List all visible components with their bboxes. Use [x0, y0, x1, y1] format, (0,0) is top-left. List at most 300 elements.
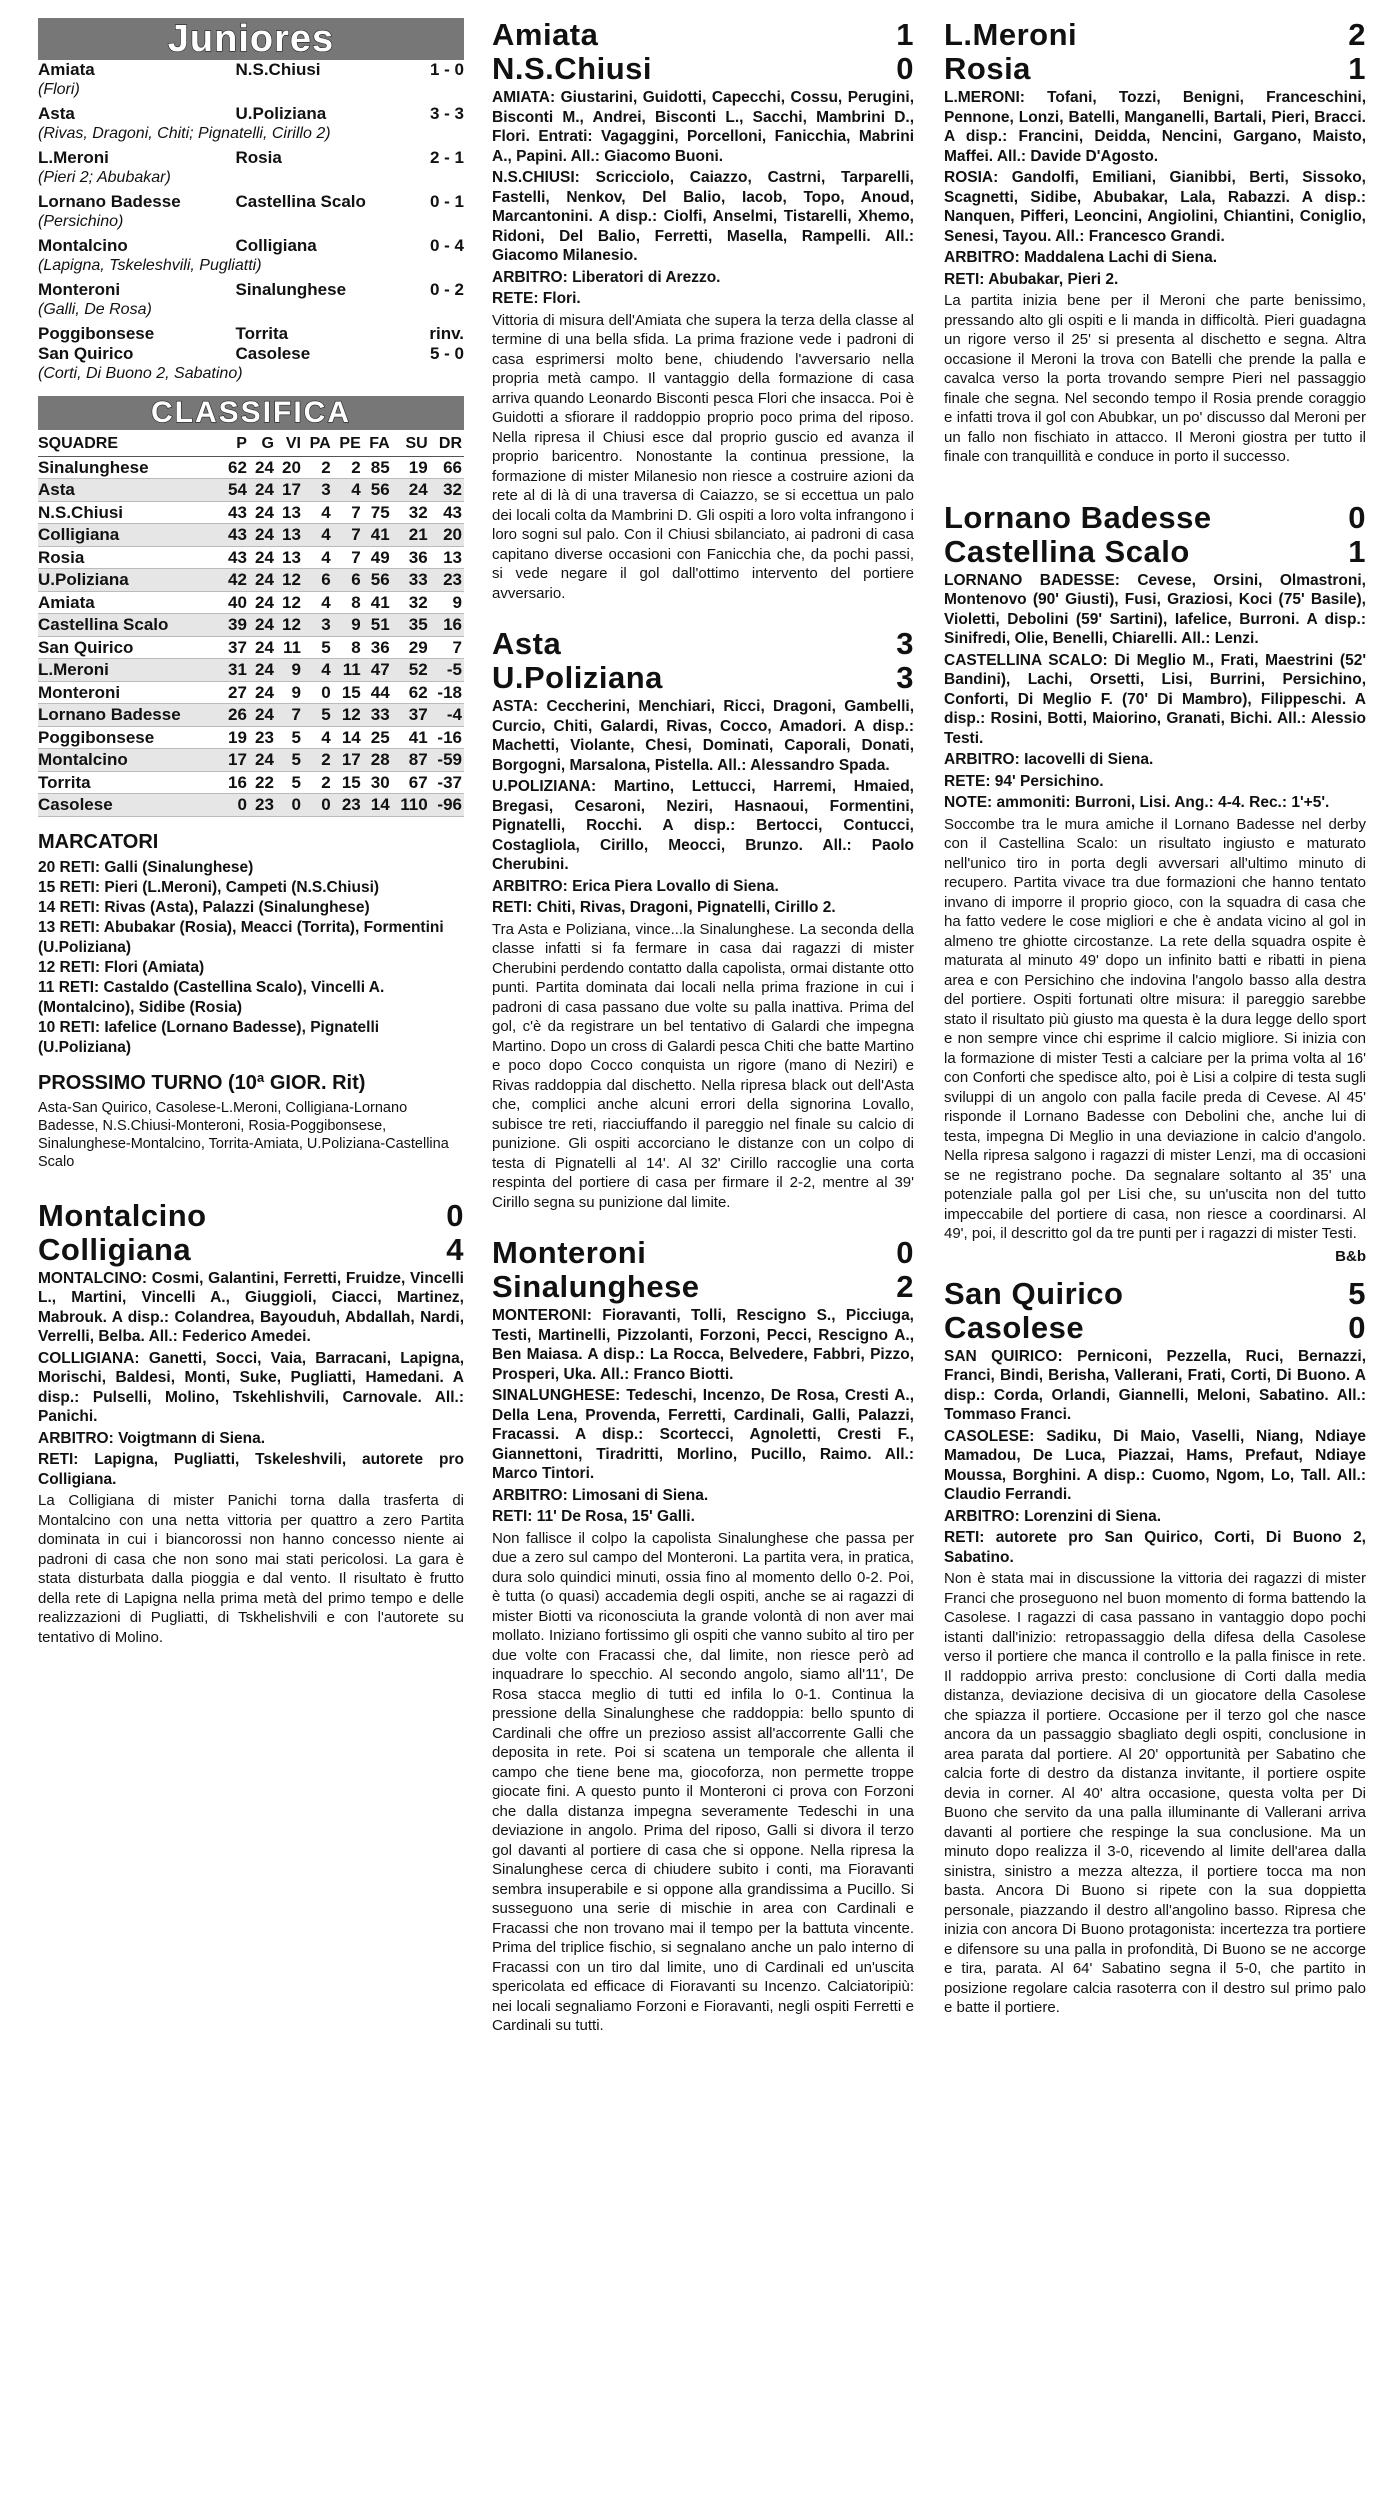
standings-col-header: PE — [333, 432, 363, 456]
match-header-home — [944, 1277, 1366, 1311]
standings-value: 62 — [222, 456, 249, 479]
standings-value: 23 — [333, 794, 363, 817]
team-name: Castellina Scalo — [944, 533, 1190, 569]
standings-value: 9 — [333, 614, 363, 637]
away-lineup — [38, 1349, 464, 1427]
standings-value: 20 — [430, 524, 464, 547]
standings-value: 2 — [303, 771, 333, 794]
standings-value: 2 — [303, 456, 333, 479]
lineup-players: Scricciolo, Caiazzo, Castrni, Tarparelli, Fastelli, Nenkov, Del Balio, Iacob, Topo, Anoud, Marcantonini. A disp.: Ciolfi, Anselmi, Tistarelli, Xhemo, Ridoni, Del Balio, Ferretti, Masella, Rampelli. All.: Giacomo Milanesio. — [492, 169, 914, 264]
team-score: 0 — [896, 51, 914, 86]
standings-team: Sinalunghese — [38, 456, 222, 479]
standings-value: 7 — [276, 704, 303, 727]
standings-team: Monteroni — [38, 681, 222, 704]
lineup-label: AMIATA: — [492, 89, 556, 106]
scorers-row — [38, 124, 464, 148]
lineup-label: CASOLESE: — [944, 1427, 1035, 1445]
team-score: 5 — [1348, 1275, 1366, 1311]
standings-value: 23 — [249, 794, 276, 817]
standings-value: 33 — [392, 569, 430, 592]
goals: RETI: Chiti, Rivas, Dragoni, Pignatelli, Cirillo 2. — [492, 899, 836, 916]
standings-value: 52 — [392, 659, 430, 682]
team-name: Montalcino — [38, 1197, 207, 1233]
lineup-label: CASTELLINA SCALO: — [944, 651, 1108, 669]
standings-team: Poggibonsese — [38, 726, 222, 749]
standings-row — [38, 749, 464, 772]
standings-value: 9 — [276, 681, 303, 704]
home-lineup — [944, 571, 1366, 649]
match-header-home — [492, 1236, 914, 1270]
standings-value: 12 — [276, 614, 303, 637]
standings-value: 6 — [303, 569, 333, 592]
team-name: N.S.Chiusi — [492, 51, 653, 86]
standings-value: 17 — [276, 479, 303, 502]
home-team: Amiata — [38, 60, 95, 79]
lineup-players: Perniconi, Pezzella, Ruci, Bernazzi, Franci, Bindi, Berisha, Vallerani, Frati, Corti, Di Buono. A disp.: Corda, Orlandi, Giannelli, Meloni, Sabatino. All.: Tommaso Franci. — [944, 1347, 1366, 1423]
standings-row — [38, 704, 464, 727]
home-team: Poggibonsese — [38, 324, 155, 343]
report-text: Soccombe tra le mura amiche il Lornano Badesse nel derby con il Castellina Scalo: un risultato ingiusto e maturato nell'unico tiro in porta degli avversari all'ultimo minuto di recupero. Partita vivace tra due formazioni che hanno tentato invano di imporre il proprio gioco, con la squadra di casa che ha fatto vedere le cose migliori e che è andata vicino al gol in almeno tre ghiotte circostanze. La rete della squadra ospite è maturata al minuto 49' dopo un infinito batti e ribatti in piena area e con Persichino che indovina l'angolo basso alla destra del portiere. Ospiti fortunati oltre misura: il pareggio sarebbe stato il risultato più giusto ma questa è la dura legge dello sport e non sempre vince chi esprime il calcio migliore. Si inizia con la formazione di mister Testi a calciare per la prima volta al 16' con Conforti che spedisce alto, poi è Lisi a colpire di testa sugli sviluppi di un angolo con palla facile preda di Cevese. Al 45' risponde il Lornano Badesse con Debolini che, anche lui di testa, impegna Di Meglio in una deviazione in calcio d'angolo. Nella ripresa salgono i ragazzi di mister Lenzi, ma di occasioni se ne registrano poche. Da segnalare soltanto al 35' una potenziale palla gol per Lisi che, su un'uscita non del tutto impeccabile del portiere di casa, non riesce a coordinarsi. Al 49', poi, il descritto gol da tre punti per i ragazzi di mister Testi. — [944, 815, 1366, 1242]
standings-value: 24 — [392, 479, 430, 502]
result-row — [38, 280, 464, 300]
standings-value: 13 — [276, 524, 303, 547]
standings-value: 7 — [333, 524, 363, 547]
match-scorers: (Rivas, Dragoni, Chiti; Pignatelli, Cirillo 2) — [38, 125, 331, 142]
report-sanquirico — [944, 1277, 1366, 2018]
standings-value: 24 — [249, 614, 276, 637]
goals: RETI: 11' De Rosa, 15' Galli. — [492, 1508, 695, 1525]
juniores-banner: Juniores — [38, 18, 464, 60]
standings-value: 8 — [333, 591, 363, 614]
standings-value: 42 — [222, 569, 249, 592]
standings-value: 11 — [276, 636, 303, 659]
match-header-away — [492, 52, 914, 86]
team-score: 0 — [896, 1235, 914, 1270]
standings-row — [38, 501, 464, 524]
standings-value: 35 — [392, 614, 430, 637]
standings-value: 67 — [392, 771, 430, 794]
standings-value: 8 — [333, 636, 363, 659]
report-asta — [492, 627, 914, 1212]
away-team: Rosia — [235, 148, 282, 167]
team-score: 2 — [1348, 17, 1366, 52]
match-scorers: (Lapigna, Tskeleshvili, Pugliatti) — [38, 257, 262, 274]
standings-row — [38, 726, 464, 749]
home-lineup — [944, 1347, 1366, 1425]
lineup-label: ASTA: — [492, 698, 539, 715]
standings-value: 43 — [222, 524, 249, 547]
report-lornano — [944, 501, 1366, 1265]
standings-team: Rosia — [38, 546, 222, 569]
standings-value: 26 — [222, 704, 249, 727]
standings-value: 6 — [333, 569, 363, 592]
referee: ARBITRO: Maddalena Lachi di Siena. — [944, 249, 1218, 266]
referee: ARBITRO: Voigtmann di Siena. — [38, 1429, 266, 1447]
standings-value: 22 — [249, 771, 276, 794]
standings-value: 24 — [249, 569, 276, 592]
match-header-home — [492, 627, 914, 661]
standings-value: 16 — [222, 771, 249, 794]
standings-row — [38, 614, 464, 637]
lineup-label: U.POLIZIANA: — [492, 778, 597, 795]
report-montalcino — [38, 1199, 464, 1648]
standings-value: -37 — [430, 771, 464, 794]
match-score: 1 - 0 — [429, 60, 464, 79]
lineup-players: Fioravanti, Tolli, Rescigno S., Picciuga, Testi, Martinelli, Pizzolanti, Forzoni, Pecci, Rescigno A., Ben Maiasa. A disp.: La Rocca, Belvedere, Fabbri, Pizzo, Prosperi, Uka. All.: Franco Biotti. — [492, 1307, 914, 1383]
standings-col-header: VI — [276, 432, 303, 456]
standings-value: 14 — [333, 726, 363, 749]
match-scorers: (Galli, De Rosa) — [38, 301, 152, 318]
standings-value: 51 — [363, 614, 392, 637]
author-signature: B&b — [1335, 1247, 1366, 1265]
report-text: Non è stata mai in discussione la vittoria dei ragazzi di mister Franci che proseguono nel buon momento di forma battendo la Casolese. I ragazzi di casa passano in vantaggio dopo pochi istanti dall'inizio: retropassaggio della difesa della Casolese verso il portiere che manca il controllo e la palla finisce in rete. Il raddoppio arriva presto: conclusione di Corti dalla media distanza, deviazione decisiva di un giocatore della Casolese che spiazza il portiere. Occasione per il terzo gol che nasce ancora da un passaggio sbagliato degli ospiti, conclusione in area parata dal portiere. Al 20' opportunità per Sabatino che calcia forte di destro da distanza invitante, il portiere ospite devia in corner. Al 40' altra occasione, questa volta per Di Buono che servito da una palla illuminante di Vallerani arriva davanti al portiere che respinge la sua conclusione. Ma un minuto dopo realizza il 3-0, ricevendo al limite dell'area dalla sinistra, sinistro a mezza altezza, il portiere tocca ma non basta. Ancora Di Buono si ripete con la sua doppietta personale, piazzando il destro all'angolino basso. Ripresa che inizia con ancora Di Buono protagonista: incertezza tra portiere e difensore su una palla in profondità, Di Buono se ne accorge e tira, parata. Al 64' Sabatino segna il 5-0, che partito in posizione regolare calcia rasoterra con il destro sul primo palo e batte il portiere. — [944, 1570, 1366, 2016]
referee: ARBITRO: Erica Piera Lovallo di Siena. — [492, 877, 779, 895]
standings-col-header: SU — [392, 432, 430, 456]
notes: NOTE: ammoniti: Burroni, Lisi. Ang.: 4-4. Rec.: 1'+5'. — [944, 794, 1330, 811]
standings-value: 43 — [222, 501, 249, 524]
lineup-players: Sadiku, Di Maio, Vaselli, Niang, Ndiaye Mamadou, De Luca, Piazzai, Hams, Prefaut, Ndiaye Moussa, Borghini. A disp.: Cuomo, Ngom, Lo, Tall. All.: Claudio Ferrandi. — [944, 1427, 1366, 1503]
standings-col-header: FA — [363, 432, 392, 456]
match-header-away — [492, 1270, 914, 1304]
away-lineup — [944, 1427, 1366, 1505]
away-lineup — [492, 168, 914, 266]
standings-value: 14 — [363, 794, 392, 817]
standings-value: 2 — [333, 456, 363, 479]
standings-value: 23 — [430, 569, 464, 592]
lineup-players: Giustarini, Guidotti, Capecchi, Cossu, Perugini, Bisconti M., Andrei, Bisconti L., Sacchi, Mambrini D., Flori. Entrati: Vagaggini, Porcelloni, Fanicchia, Mabrini A., Papini. All.: Giacomo Buoni. — [492, 89, 915, 165]
goals: RETI: autorete pro San Quirico, Corti, Di Buono 2, Sabatino. — [944, 1529, 1366, 1566]
standings-team: Amiata — [38, 591, 222, 614]
home-team: Lornano Badesse — [38, 192, 181, 211]
standings-value: 54 — [222, 479, 249, 502]
goals: RETI: Abubakar, Pieri 2. — [944, 270, 1119, 288]
standings-col-header: G — [249, 432, 276, 456]
standings-row — [38, 794, 464, 817]
lineup-label: N.S.CHIUSI: — [492, 169, 580, 186]
standings-row — [38, 681, 464, 704]
standings-value: 5 — [303, 636, 333, 659]
standings-team: San Quirico — [38, 636, 222, 659]
standings-value: 56 — [363, 479, 392, 502]
standings-col-header: P — [222, 432, 249, 456]
referee: ARBITRO: Iacovelli di Siena. — [944, 751, 1154, 768]
scorers-row — [38, 168, 464, 192]
standings-value: 19 — [222, 726, 249, 749]
standings-value: 3 — [303, 614, 333, 637]
scorers-row — [38, 80, 464, 104]
standings-value: 110 — [392, 794, 430, 817]
standings-value: 44 — [363, 681, 392, 704]
referee: ARBITRO: Limosani di Siena. — [492, 1486, 709, 1504]
standings-value: 31 — [222, 659, 249, 682]
marcatore-line: 13 RETI: Abubakar (Rosia), Meacci (Torrita), Formentini (U.Poliziana) — [38, 918, 444, 956]
turno-title: PROSSIMO TURNO (10ª GIOR. Rit) — [38, 1071, 366, 1094]
lineup-label: LORNANO BADESSE: — [944, 571, 1120, 589]
standings-value: 40 — [222, 591, 249, 614]
team-name: Rosia — [944, 51, 1031, 86]
standings-value: 24 — [249, 524, 276, 547]
standings-team: Torrita — [38, 771, 222, 794]
standings-value: 19 — [392, 456, 430, 479]
standings-col-header: SQUADRE — [38, 432, 222, 456]
standings-row — [38, 456, 464, 479]
match-header-home — [492, 18, 914, 52]
report-text: Non fallisce il colpo la capolista Sinalunghese che passa per due a zero sul campo del Monteroni. La partita vera, in pratica, dura solo quindici minuti, ossia fino al momento dello 0-2. Poi, è tutta (o quasi) accademia degli ospiti, anche se ai ragazzi di mister Biotti va riconosciuta la grande volontà di non aver mai mollato. Iniziano fortissimo gli ospiti che vanno subito al tiro per due volte con Fracassi che, dal limite, non riesce però ad inquadrare lo specchio. Al secondo angolo, siamo all'11', De Rosa stacca meglio di tutti ed infila lo 0-1. Continua la pressione della Sinalunghese che raddoppia: bello spunto di Cardinali che offre un prezioso assist all'accorrente Galli che deposita in rete. Poi si scatena un temporale che allenta il campo che tiene bene ma, giocoforza, non permette troppe giocate fini. A questo punto il Monteroni ci prova con Forzoni che dalla distanza impegna severamente Tedeschi in una deviazione in angolo. Prima del riposo, Galli si divora il terzo gol davanti al portiere di casa che si oppone. Nella ripresa la Sinalunghese cerca di chiudere subito i conti, ma Fioravanti sembra insuperabile e si oppone alla grandissima a Pucillo. Si susseguono una serie di mischie in area con Cardinali e Fracassi che non trovano mai il tempo per la battuta vincente. Prima del triplice fischio, si segnalano anche un palo interno di Fracassi con un tiro dal limite, uno di Cardinali ed un'uscita spericolata ed efficace di Fioravanti su Incenzo. Calciatoripiù: nei locali segnaliamo Forzoni e Fioravanti, negli ospiti Ferretti e Cardinali su tutti. — [492, 1529, 914, 2034]
away-lineup — [944, 651, 1366, 749]
home-lineup — [492, 697, 914, 775]
away-team: U.Poliziana — [235, 104, 327, 123]
standings-value: 24 — [249, 456, 276, 479]
lineup-players: Cevese, Orsini, Olmastroni, Montenovo (90' Giusti), Fusi, Graziosi, Koci (75' Basile), Violetti, Debolini (59' Sartini), Iafelice, Burroni. A disp.: Sinifredi, Olie, Benelli, Chiarelli. All.: Lenzi. — [944, 571, 1366, 647]
standings-value: 24 — [249, 636, 276, 659]
standings-row — [38, 636, 464, 659]
standings-value: 47 — [363, 659, 392, 682]
standings-value: 32 — [430, 479, 464, 502]
standings-team: Casolese — [38, 794, 222, 817]
result-row — [38, 324, 464, 344]
match-score: 0 - 4 — [429, 236, 464, 255]
report-meroni — [944, 18, 1366, 467]
team-name: Colligiana — [38, 1231, 192, 1267]
standings-team: Asta — [38, 479, 222, 502]
result-row — [38, 344, 464, 364]
standings-value: 24 — [249, 681, 276, 704]
away-team: Colligiana — [235, 236, 317, 255]
team-score: 3 — [896, 660, 914, 695]
standings-value: 36 — [363, 636, 392, 659]
match-score: 5 - 0 — [429, 344, 464, 363]
lineup-players: Ceccherini, Menchiari, Ricci, Dragoni, Gambelli, Curcio, Chiti, Galardi, Rivas, Cocco, Amadori. A disp.: Machetti, Violante, Chesi, Dominati, Caporali, Donati, Borgogni, Marsalona, Pistella. All.: Alessandro Spada. — [492, 698, 915, 774]
scorers-row — [38, 212, 464, 236]
result-row — [38, 236, 464, 256]
standings-value: 16 — [430, 614, 464, 637]
standings-value: 21 — [392, 524, 430, 547]
standings-team: Colligiana — [38, 524, 222, 547]
goals: RETI: Lapigna, Pugliatti, Tskeleshvili, autorete pro Colligiana. — [38, 1451, 464, 1488]
results-table — [38, 60, 464, 388]
result-row — [38, 104, 464, 124]
standings-value: 5 — [276, 726, 303, 749]
standings-value: 75 — [363, 501, 392, 524]
team-score: 1 — [1348, 51, 1366, 86]
match-score: 0 - 1 — [429, 192, 464, 211]
report-text: La partita inizia bene per il Meroni che parte benissimo, pressando alto gli ospiti e li manda in difficoltà. Pieri guadagna un rigore verso il 25' si presenta al dischetto e segna. Altra occasione il Meroni la trova con Batelli che prende la palla e cavalca verso la porta trovando sempre Pieri nel passaggio finale che segna. Nel secondo tempo il Rosia prende coraggio e infatti trova il gol con Abubkar, un po' discusso dal Meroni per un fallo non fischiato in attacco. Il Meroni giostra per tutto il finale con tranquillità e conduce in porto il successo. — [944, 292, 1366, 465]
standings-value: 41 — [363, 524, 392, 547]
match-header-home — [944, 501, 1366, 535]
standings-value: 0 — [303, 681, 333, 704]
lineup-players: Cosmi, Galantini, Ferretti, Fruidze, Vincelli L., Martini, Vincelli A., Giuggioli, Ciacci, Martinez, Mabrouk. A disp.: Colandrea, Bayouduh, Abdallah, Nardi, Verrelli, Belba. All.: Federico Amedei. — [38, 1269, 464, 1345]
standings-value: 24 — [249, 479, 276, 502]
report-monteroni — [492, 1236, 914, 2036]
home-team: Montalcino — [38, 236, 128, 255]
lineup-label: ROSIA: — [944, 169, 999, 186]
standings-value: 4 — [303, 524, 333, 547]
home-team: Asta — [38, 104, 75, 123]
team-score: 1 — [896, 17, 914, 52]
standings-value: 87 — [392, 749, 430, 772]
marcatore-line: 11 RETI: Castaldo (Castellina Scalo), Vincelli A. (Montalcino), Sidibe (Rosia) — [38, 978, 385, 1016]
turno-text: Asta-San Quirico, Casolese-L.Meroni, Colligiana-Lornano Badesse, N.S.Chiusi-Monteroni, Rosia-Poggibonsese, Sinalunghese-Montalcino, Torrita-Amiata, U.Poliziana-Castellina Scalo — [38, 1099, 449, 1170]
match-header-away — [492, 661, 914, 695]
team-score: 1 — [1348, 533, 1366, 569]
team-score: 3 — [896, 626, 914, 661]
home-lineup — [492, 88, 914, 166]
standings-value: 37 — [222, 636, 249, 659]
match-header-away — [944, 1311, 1366, 1345]
lineup-label: MONTERONI: — [492, 1307, 592, 1324]
match-score: 3 - 3 — [429, 104, 464, 123]
goals: RETE: 94' Persichino. — [944, 772, 1104, 790]
lineup-label: COLLIGIANA: — [38, 1349, 140, 1367]
standings-value: -18 — [430, 681, 464, 704]
team-name: Casolese — [944, 1309, 1085, 1345]
standings-value: 29 — [392, 636, 430, 659]
standings-team: L.Meroni — [38, 659, 222, 682]
match-score: 0 - 2 — [429, 280, 464, 299]
column-left — [38, 18, 464, 1647]
match-scorers: (Persichino) — [38, 213, 124, 230]
referee: ARBITRO: Liberatori di Arezzo. — [492, 268, 721, 286]
team-name: Monteroni — [492, 1235, 647, 1270]
lineup-players: Gandolfi, Emiliani, Gianibbi, Berti, Sissoko, Scagnetti, Sidibe, Abubakar, Lala, Rabazzi. A disp.: Nanquen, Pifferi, Leoncini, Angiolini, Chiantini, Coniglio, Senesi, Tayou. All.: Francesco Grandi. — [944, 169, 1366, 245]
standings-value: 13 — [430, 546, 464, 569]
standings-value: 5 — [276, 771, 303, 794]
team-score: 4 — [446, 1231, 464, 1267]
scorers-row — [38, 300, 464, 324]
report-amiata — [492, 18, 914, 603]
match-header-home — [38, 1199, 464, 1233]
standings-value: 24 — [249, 591, 276, 614]
referee: ARBITRO: Lorenzini di Siena. — [944, 1507, 1162, 1525]
standings-value: 0 — [303, 794, 333, 817]
standings-value: -96 — [430, 794, 464, 817]
standings-value: 43 — [222, 546, 249, 569]
standings-value: 41 — [392, 726, 430, 749]
standings-value: 13 — [276, 501, 303, 524]
standings-row — [38, 771, 464, 794]
standings-value: 15 — [333, 771, 363, 794]
standings-value: 11 — [333, 659, 363, 682]
standings-value: 15 — [333, 681, 363, 704]
match-header-away — [944, 535, 1366, 569]
standings-value: 4 — [303, 726, 333, 749]
standings-value: 24 — [249, 704, 276, 727]
standings-value: 12 — [276, 591, 303, 614]
classifica-banner: CLASSIFICA — [38, 396, 464, 430]
standings-row — [38, 591, 464, 614]
home-lineup — [38, 1269, 464, 1347]
standings-col-header: PA — [303, 432, 333, 456]
lineup-label: SINALUNGHESE: — [492, 1387, 621, 1404]
standings-value: 85 — [363, 456, 392, 479]
standings-team: Lornano Badesse — [38, 704, 222, 727]
scorers-row — [38, 256, 464, 280]
column-right — [944, 18, 1366, 2018]
standings-value: 0 — [222, 794, 249, 817]
standings-row — [38, 479, 464, 502]
match-score: rinv. — [429, 324, 464, 343]
team-name: Asta — [492, 626, 562, 661]
match-scorers: (Corti, Di Buono 2, Sabatino) — [38, 365, 243, 382]
standings-value: 4 — [303, 591, 333, 614]
report-text: Tra Asta e Poliziana, vince...la Sinalunghese. La seconda della classe infatti si fa fermare in casa dai ragazzi di mister Cherubini perdendo contatto dalla capolista, ormai distante otto punti. Partita dominata dai locali nella prima frazione in cui i padroni di casa passano due volte su palla inattiva. Prima del gol, c'è da registrare un bel tentativo di Galardi che impegna Martino. Dopo un cross di Galardi pesca Chiti che batte Martino e poco dopo Cocco conquista un rigore (mano di Neziri) e Rivas raddoppia dal dischetto. Nella ripresa black out dell'Asta che, complici anche alcuni errori della signorina Lovallo, subisce tre reti, riacciuffando il pareggio nel finale su calcio di punizione. Gli ospiti accorciano le distanze con un colpo di testa di Pignatelli al 14'. Al 32' Cirillo raccoglie una corta respinta del portiere di casa per firmare il 2-2, mentre al 39' Cirillo segna su punizione dal limite. — [492, 920, 914, 1211]
scorers-row — [38, 364, 464, 388]
standings-value: 7 — [430, 636, 464, 659]
home-team: San Quirico — [38, 344, 134, 363]
team-name: San Quirico — [944, 1275, 1124, 1311]
standings-value: 0 — [276, 794, 303, 817]
standings-value: 17 — [333, 749, 363, 772]
standings-value: 28 — [363, 749, 392, 772]
standings-value: 3 — [303, 479, 333, 502]
standings-row — [38, 524, 464, 547]
standings-team: Castellina Scalo — [38, 614, 222, 637]
standings-team: Montalcino — [38, 749, 222, 772]
marcatore-line: 12 RETI: Flori (Amiata) — [38, 958, 205, 976]
standings-value: 27 — [222, 681, 249, 704]
away-lineup — [492, 1386, 914, 1484]
standings-value: 30 — [363, 771, 392, 794]
standings-value: 36 — [392, 546, 430, 569]
standings-value: 5 — [276, 749, 303, 772]
home-lineup — [492, 1306, 914, 1384]
standings-value: 32 — [392, 501, 430, 524]
standings-row — [38, 569, 464, 592]
marcatore-line: 14 RETI: Rivas (Asta), Palazzi (Sinalunghese) — [38, 898, 370, 916]
match-score: 2 - 1 — [429, 148, 464, 167]
standings-header — [38, 432, 464, 456]
home-lineup — [944, 88, 1366, 166]
team-name: L.Meroni — [944, 17, 1078, 52]
match-header-away — [944, 52, 1366, 86]
lineup-label: L.MERONI: — [944, 89, 1025, 106]
standings-value: 13 — [276, 546, 303, 569]
standings-value: 17 — [222, 749, 249, 772]
away-team: Castellina Scalo — [235, 192, 366, 211]
goals: RETE: Flori. — [492, 290, 581, 307]
standings-value: 25 — [363, 726, 392, 749]
standings-value: 4 — [303, 546, 333, 569]
standings-value: 62 — [392, 681, 430, 704]
standings-team: U.Poliziana — [38, 569, 222, 592]
lineup-players: Ganetti, Socci, Vaia, Barracani, Lapigna, Morischi, Baldesi, Monti, Suke, Pugliatti, Hamedani. A disp.: Pulselli, Molino, Tskehlishvili, Carnovale. All.: Panichi. — [38, 1349, 464, 1425]
result-row — [38, 60, 464, 80]
standings-value: 7 — [333, 546, 363, 569]
standings-value: -5 — [430, 659, 464, 682]
lineup-label: MONTALCINO: — [38, 1269, 148, 1287]
lineup-players: Tofani, Tozzi, Benigni, Franceschini, Pennone, Lonzi, Batelli, Manganelli, Bartali, Pieri, Bracci. A disp.: Francini, Deidda, Nencini, Gargano, Maisto, Maffei. All.: Davide D'Agosto. — [944, 89, 1367, 165]
lineup-players: Di Meglio M., Frati, Maestrini (52' Bandini), Lachi, Orsetti, Lisi, Burrini, Persichino, Conforti, Di Meglio F. (70' Di Mambro), Filippeschi. A disp.: Rosini, Botti, Maiorino, Granati, Bichi. All.: Alessio Testi. — [944, 651, 1367, 747]
standings-value: 2 — [303, 749, 333, 772]
team-name: Sinalunghese — [492, 1269, 700, 1304]
standings-table — [38, 432, 464, 817]
match-header-home — [944, 18, 1366, 52]
marcatore-line: 10 RETI: Iafelice (Lornano Badesse), Pignatelli (U.Poliziana) — [38, 1018, 380, 1056]
away-team: Sinalunghese — [235, 280, 347, 299]
column-middle — [492, 18, 914, 2036]
standings-value: -4 — [430, 704, 464, 727]
standings-value: 39 — [222, 614, 249, 637]
team-score: 0 — [1348, 1309, 1366, 1345]
lineup-label: SAN QUIRICO: — [944, 1347, 1063, 1365]
lineup-players: Martino, Lettucci, Harremi, Hmaied, Bregasi, Cesaroni, Neziri, Hasnaoui, Formentini, Pignatelli, Rocchi. A disp.: Bertocci, Contucci, Costagliola, Cirillo, Meocci, Brunzo. All.: Paolo Cherubini. — [492, 778, 914, 873]
team-score: 0 — [446, 1197, 464, 1233]
standings-value: -59 — [430, 749, 464, 772]
report-text: Vittoria di misura dell'Amiata che supera la terza della classe al termine di una bella sfida. La prima frazione vede i padroni di casa esprimersi molto bene, chiudendo l'avversario nella propria metà campo. Il vantaggio della formazione di casa arriva quando Leonardo Bisconti pesca Flori che insacca. Poi è Guidotti a sfiorare il raddoppio proprio poco prima del riposo. Nella ripresa il Chiusi esce dal proprio guscio ed avanza il proprio baricentro. Nonostante la continua pressione, la formazione di mister Milanesio non riesce a costruire azioni da rete al di là di una traversa di Caiazzo, se si eccettua un palo dei locali colta da Mambrini D. Gli ospiti a loro volta infrangono i loro sogni sul palo. Con il Chiusi sbilanciato, ai padroni di casa capitano diverse occasioni con Fanicchia che, da pochi passi, si vede negare il gol dall'ottimo intervento del portiere avversario. — [492, 311, 914, 602]
standings-value: 4 — [333, 479, 363, 502]
result-row — [38, 148, 464, 168]
team-score: 2 — [896, 1269, 914, 1304]
